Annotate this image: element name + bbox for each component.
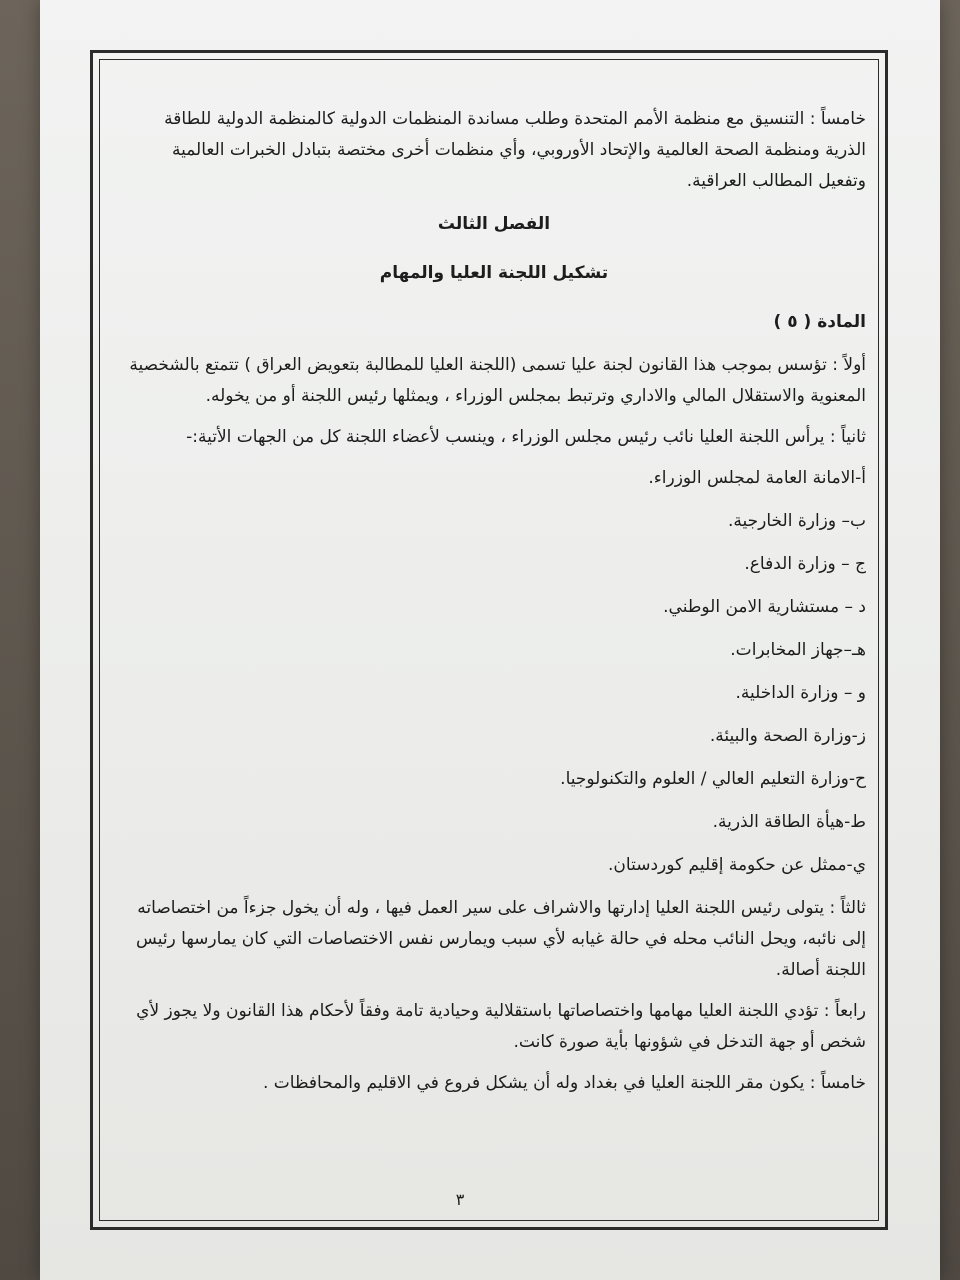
paragraph-fifth-coordination: خامساً : التنسيق مع منظمة الأمم المتحدة وطلب مساندة المنظمات الدولية كالمنظمة الدولية للطاقة الذرية ومنظمة الصحة العالمية والإتحاد الأوروبي، وأي منظمات أخرى مختصة بتبادل الخبرات العالمية وتفعيل المطالب العراقية. <box>164 109 866 191</box>
article-title: المادة ( ٥ ) <box>773 312 866 332</box>
list-item: د – مستشارية الامن الوطني. <box>663 597 866 617</box>
list-item: ب– وزارة الخارجية. <box>728 511 866 531</box>
paragraph-second: ثانياً : يرأس اللجنة العليا نائب رئيس مجلس الوزراء ، وينسب لأعضاء اللجنة كل من الجهات الأتية:- <box>186 427 866 447</box>
page-number: ٣ <box>455 1190 465 1209</box>
list-item: و – وزارة الداخلية. <box>735 683 866 703</box>
chapter-title: الفصل الثالث <box>437 214 551 234</box>
list-item: هـ–جهاز المخابرات. <box>730 640 866 660</box>
chapter-subtitle: تشكيل اللجنة العليا والمهام <box>379 263 609 283</box>
paragraph-third: ثالثاً : يتولى رئيس اللجنة العليا إدارتها والاشراف على سير العمل فيها ، وله أن يخول جزءاً من اختصاصاته إلى نائبه، ويحل النائب محله في حالة غيابه لأي سبب ويمارس نفس الاختصاصات التي كان يمارسها رئيس اللجنة أصالة. <box>136 898 866 980</box>
member-list <box>122 463 866 881</box>
list-item: ح-وزارة التعليم العالي / العلوم والتكنولوجيا. <box>560 769 866 789</box>
paragraph-fourth: رابعاً : تؤدي اللجنة العليا مهامها واختصاصاتها باستقلالية وحيادية تامة وفقاً لأحكام هذا القانون ولا يجوز لأي شخص أو جهة التدخل في شؤونها بأية صورة كانت. <box>136 1001 866 1052</box>
list-item: ط-هيأة الطاقة الذرية. <box>712 812 866 832</box>
document-body <box>122 104 866 1109</box>
paragraph-fifth-headquarters: خامساً : يكون مقر اللجنة العليا في بغداد وله أن يشكل فروع في الاقليم والمحافظات . <box>262 1073 866 1093</box>
list-item: ي-ممثل عن حكومة إقليم كوردستان. <box>608 855 866 875</box>
list-item: أ-الامانة العامة لمجلس الوزراء. <box>648 468 866 488</box>
list-item: ز-وزارة الصحة والبيئة. <box>709 726 866 746</box>
list-item: ج – وزارة الدفاع. <box>744 554 866 574</box>
paragraph-first: أولاً : تؤسس بموجب هذا القانون لجنة عليا تسمى (اللجنة العليا للمطالبة بتعويض العراق ) تتمتع بالشخصية المعنوية والاستقلال المالي والاداري وترتبط بمجلس الوزراء ، ويمثلها رئيس اللجنة أو من يخوله. <box>129 355 866 406</box>
